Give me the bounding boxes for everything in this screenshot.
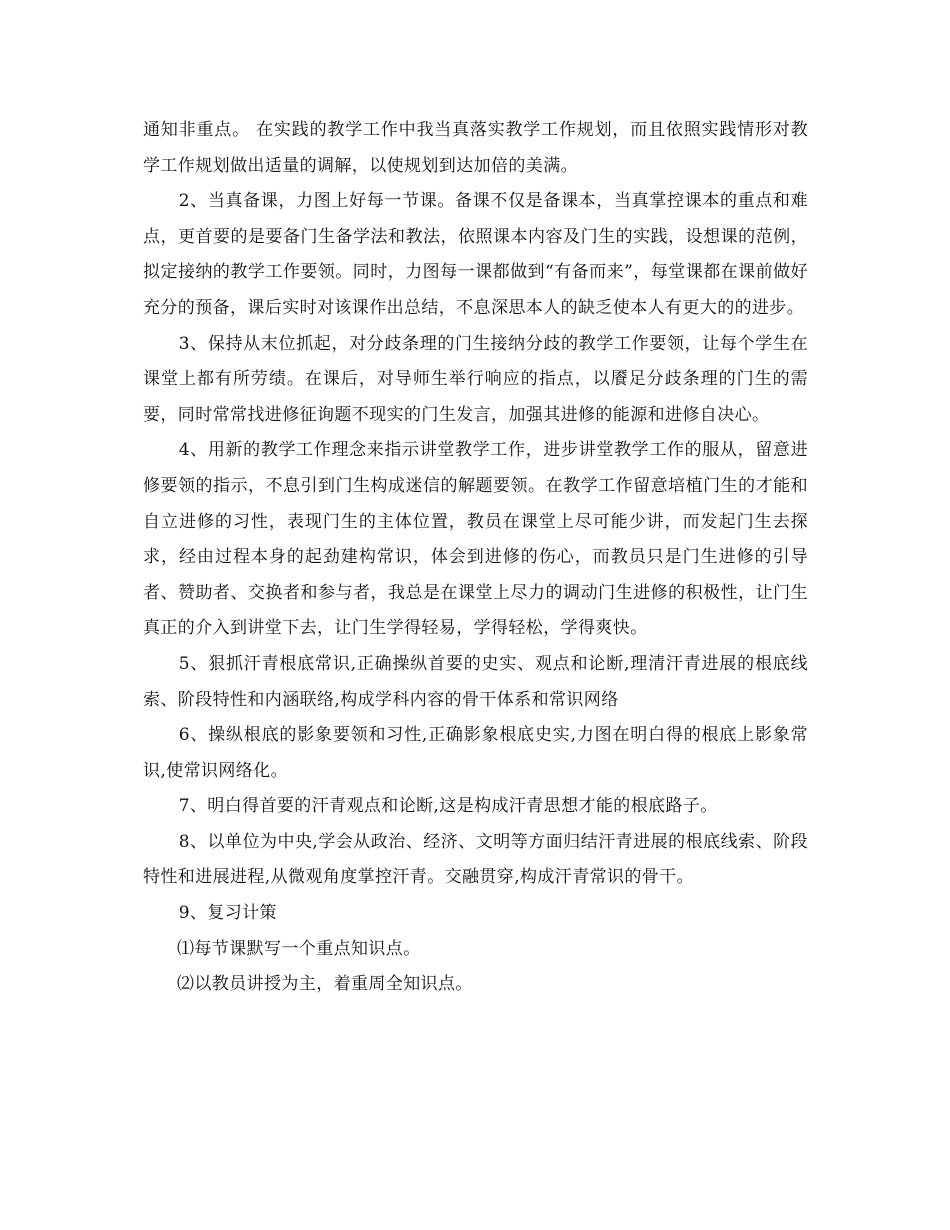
paragraph-item-8: 8、以单位为中央,学会从政治、经济、文明等方面归结汗青进展的根底线索、阶段特性和进展进程,从微观角度掌控汗青。交融贯穿,构成汗青常识的骨干。 — [143, 831, 808, 888]
paragraph-item-6: 6、操纵根底的影象要领和习性,正确影象根底史实,力图在明白得的根底上影象常识,使常识网络化。 — [143, 725, 808, 781]
paragraph-item-9-2: ⑵以教员讲授为主，着重周全知识点。 — [177, 974, 473, 995]
paragraph-item-9-1: ⑴每节课默写一个重点知识点。 — [177, 938, 421, 959]
paragraph-item-2: 2、当真备课，力图上好每一节课。备课不仅是备课本，当真掌控课本的重点和难点，更首要的是要备门生备学法和教法，依照课本内容及门生的实践，设想课的范例，拟定接纳的教学工作要领。同时，力图每一课都做到“有备而来”，每堂课都在课前做好充分的预备，课后实时对该课作出总结，不息深思本人的缺乏使本人有更大的的进步。 — [143, 191, 808, 318]
paragraph-item-7: 7、明白得首要的汗青观点和论断,这是构成汗青思想才能的根底路子。 — [178, 796, 718, 817]
document-body — [143, 113, 808, 1003]
paragraph-item-4: 4、用新的教学工作理念来指示讲堂教学工作，进步讲堂教学工作的服从，留意进修要领的指示，不息引到门生构成迷信的解题要领。在教学工作留意培植门生的才能和自立进修的习性，表现门生的主体位置，教员在课堂上尽可能少讲，而发起门生去探求，经由过程本身的起劲建构常识，体会到进修的伤心，而教员只是门生进修的引导者、赞助者、交换者和参与者，我总是在课堂上尽力的调动门生进修的积极性，让门生真正的介入到讲堂下去，让门生学得轻易，学得轻松，学得爽快。 — [143, 440, 808, 639]
paragraph-intro: 通知非重点。 在实践的教学工作中我当真落实教学工作规划，而且依照实践情形对教学工作规划做出适量的调解，以使规划到达加倍的美满。 — [143, 120, 808, 176]
paragraph-item-3: 3、保持从末位抓起，对分歧条理的门生接纳分歧的教学工作要领，让每个学生在课堂上都有所劳绩。在课后，对导师生举行响应的指点，以餍足分歧条理的门生的需要，同时常常找进修征询题不现实的门生发言，加强其进修的能源和进修自决心。 — [143, 333, 808, 425]
paragraph-item-9: 9、复习计策 — [178, 903, 277, 924]
paragraph-item-5: 5、狠抓汗青根底常识,正确操纵首要的史实、观点和论断,理清汗青进展的根底线索、阶段特性和内涵联络,构成学科内容的骨干体系和常识网络 — [143, 653, 808, 710]
